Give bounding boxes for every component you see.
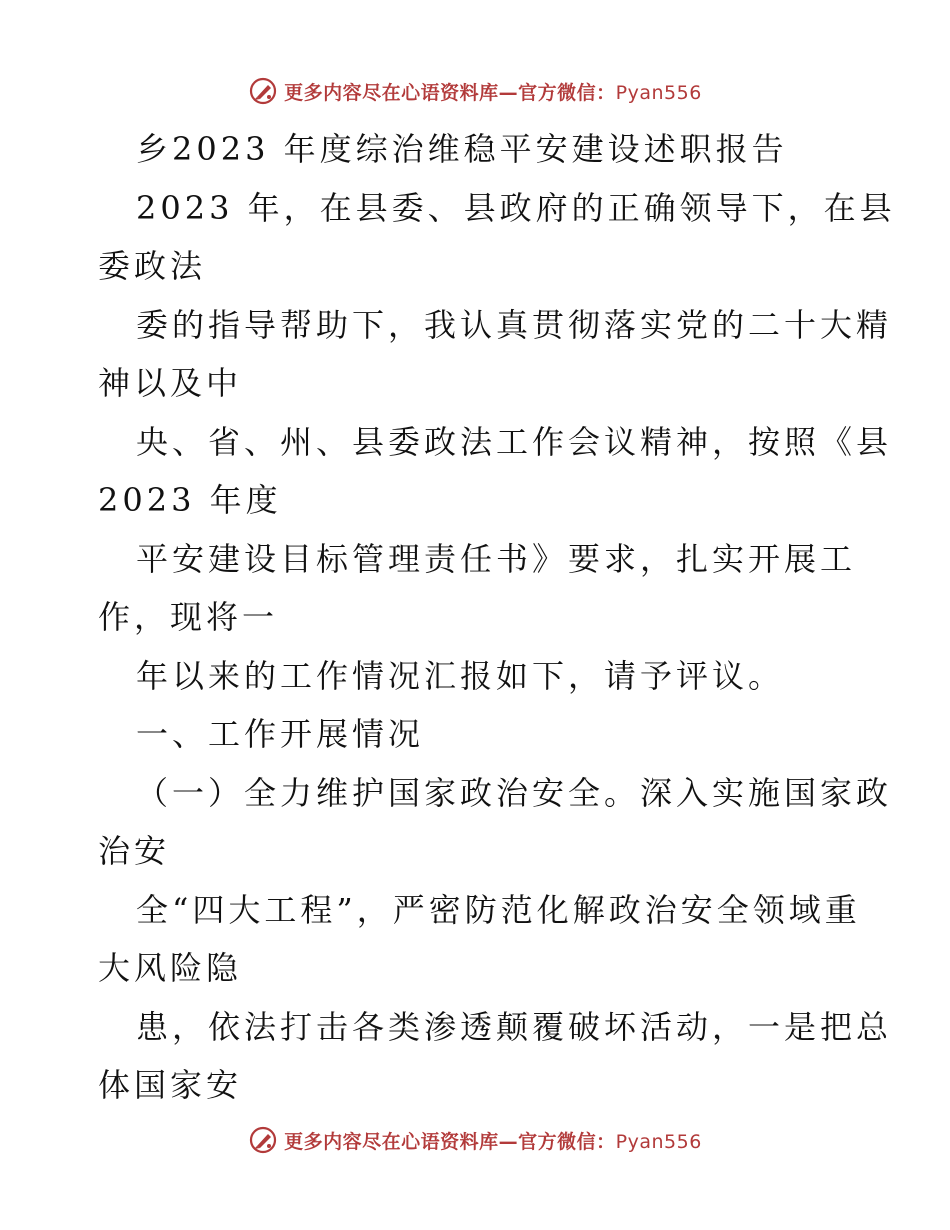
paragraph-line: 委政法: [98, 247, 207, 285]
watermark-footer: [0, 1123, 950, 1157]
watermark-text-cn: 更多内容尽在心语资料库—官方微信：: [284, 1130, 616, 1153]
pen-nib-circle-icon: [248, 1125, 278, 1155]
paragraph-line: 治安: [98, 832, 171, 870]
watermark-header: [0, 74, 950, 108]
paragraph-line: 2023 年度: [98, 481, 282, 519]
pen-nib-circle-icon: [248, 76, 278, 106]
paragraph-line: （一）全力维护国家政治安全。深入实施国家政: [136, 773, 893, 812]
paragraph-line: 体国家安: [98, 1066, 243, 1104]
paragraph-line: 患，依法打击各类渗透颠覆破坏活动，一是把总: [136, 1007, 893, 1046]
watermark-text: [284, 78, 702, 105]
watermark-text-id: Pyan556: [615, 81, 702, 104]
paragraph-line: 央、省、州、县委政法工作会议精神，按照《县: [136, 422, 893, 461]
paragraph-line: 大风险隐: [98, 949, 243, 987]
watermark-text-id: Pyan556: [615, 1130, 702, 1153]
paragraph-line: 2023 年，在县委、县政府的正确领导下，在县: [136, 188, 896, 227]
paragraph-line: 神以及中: [98, 364, 243, 402]
paragraph-line: 全“四大工程”，严密防范化解政治安全领域重: [136, 890, 861, 929]
document-title: 乡2023 年度综治维稳平安建设述职报告: [136, 130, 788, 168]
watermark-text-cn: 更多内容尽在心语资料库—官方微信：: [284, 81, 616, 104]
paragraph-line: 委的指导帮助下，我认真贯彻落实党的二十大精: [136, 305, 893, 344]
paragraph-line: 作，现将一: [98, 598, 279, 636]
paragraph-line: 年以来的工作情况汇报如下，请予评议。: [136, 656, 785, 695]
watermark-text: [284, 1127, 702, 1154]
paragraph-line: 平安建设目标管理责任书》要求，扎实开展工: [136, 539, 857, 578]
document-body: [98, 120, 896, 1115]
section-heading: 一、工作开展情况: [136, 715, 425, 753]
